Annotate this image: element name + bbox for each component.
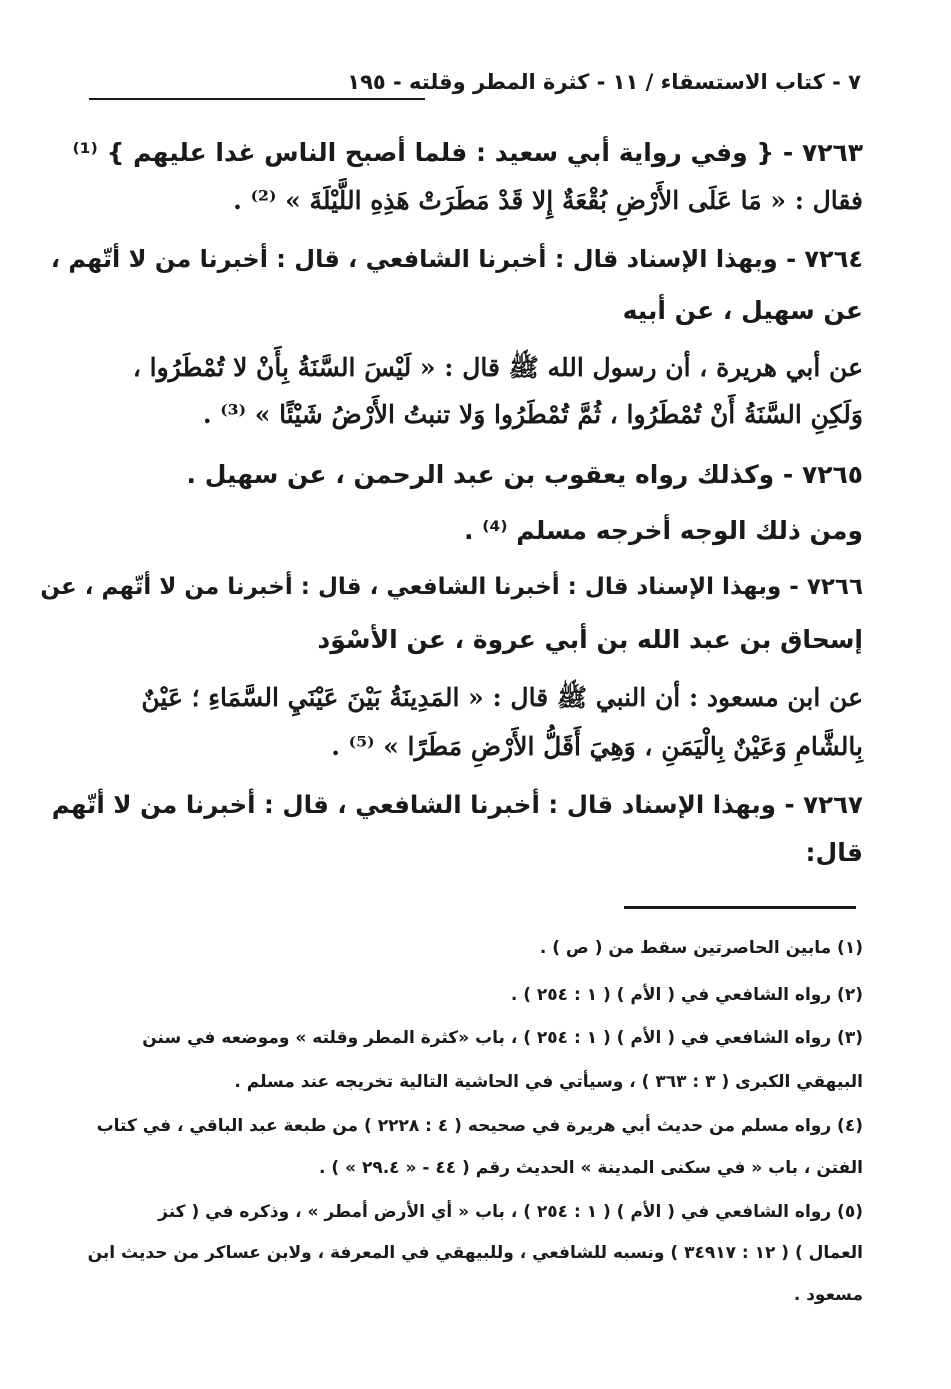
footnote-line-5: (٤) رواه مسلم من حديث أبي هريرة في صحيحه ( ٤ : ٢٢٢٨ ) من طبعة عبد الباقي ، في كتاب <box>96 1116 863 1136</box>
body-line-13: ٧٢٦٧ - وبهذا الإسناد قال : أخبرنا الشافعي ، قال : أخبرنا من لا أتّهم <box>51 790 863 819</box>
body-line-8: ومن ذلك الوجه أخرجه مسلم ⁽⁴⁾ . <box>464 516 863 545</box>
body-line-12: بِالشَّامِ وَعَيْنٌ بِالْيَمَنِ ، وَهِيَ أَقَلُّ الأَرْضِ مَطَرًا » ⁽⁵⁾ . <box>331 732 863 761</box>
footnote-rule <box>624 906 856 909</box>
footnote-line-6: الفتن ، باب « في سكنى المدينة » الحديث رقم ( ٤٤ - « ٢٩.٤ » ) . <box>319 1158 863 1178</box>
footnote-line-2: (٢) رواه الشافعي في ( الأم ) ( ١ : ٢٥٤ ) . <box>510 985 863 1005</box>
footnote-line-3: (٣) رواه الشافعي في ( الأم ) ( ١ : ٢٥٤ ) ، باب «كثرة المطر وقلته » وموضعه في سنن <box>142 1028 863 1048</box>
body-line-7: ٧٢٦٥ - وكذلك رواه يعقوب بن عبد الرحمن ، عن سهيل . <box>186 460 863 489</box>
footnote-line-1: (١) مابين الحاصرتين سقط من ( ص ) . <box>539 938 863 958</box>
running-header <box>89 70 861 106</box>
footnote-line-9: مسعود . <box>793 1285 863 1305</box>
body-line-14: قال: <box>805 838 863 867</box>
body-line-9: ٧٢٦٦ - وبهذا الإسناد قال : أخبرنا الشافعي ، قال : أخبرنا من لا أتّهم ، عن <box>40 574 863 600</box>
body-line-1: ٧٢٦٣ - { وفي رواية أبي سعيد : فلما أصبح الناس غدا عليهم } ⁽¹⁾ <box>72 138 863 167</box>
body-line-4: عن سهيل ، عن أبيه <box>622 296 863 325</box>
body-line-3: ٧٢٦٤ - وبهذا الإسناد قال : أخبرنا الشافعي ، قال : أخبرنا من لا أتّهم ، <box>50 245 863 273</box>
body-line-5: عن أبي هريرة ، أن رسول الله ﷺ قال : « لَيْسَ السَّنَةُ بِأَنْ لا تُمْطَرُوا ، <box>132 353 863 382</box>
body-line-11: عن ابن مسعود : أن النبي ﷺ قال : « المَدِينَةُ بَيْنَ عَيْنَيِ السَّمَاءِ ؛ عَيْنٌ <box>141 683 863 712</box>
header-title: ٧ - كتاب الاستسقاء / ١١ - كثرة المطر وقلته - ١٩٥ <box>347 70 861 94</box>
footnote-line-4: البيهقي الكبرى ( ٣ : ٣٦٣ ) ، وسيأتي في الحاشية التالية تخريجه عند مسلم . <box>234 1072 863 1092</box>
body-line-6: وَلَكِنِ السَّنَةُ أَنْ تُمْطَرُوا ، ثُمَّ تُمْطَرُوا وَلا تنبتُ الأَرْضُ شَيْئًا » ⁽³⁾ . <box>202 400 863 429</box>
footnote-line-7: (٥) رواه الشافعي في ( الأم ) ( ١ : ٢٥٤ ) ، باب « أي الأرض أمطر » ، وذكره في ( كنز <box>158 1202 863 1222</box>
body-line-2: فقال : « مَا عَلَى الأَرْضِ بُقْعَةٌ إِلا قَدْ مَطَرَتْ هَذِهِ اللَّيْلَةَ » ⁽²⁾ . <box>233 186 863 215</box>
body-line-10: إسحاق بن عبد الله بن أبي عروة ، عن الأسْوَد <box>317 625 863 654</box>
footnote-line-8: العمال ) ( ١٢ : ٣٤٩١٧ ) ونسبه للشافعي ، وللبيهقي في المعرفة ، ولابن عساكر من حديث ابن <box>87 1243 863 1263</box>
header-rule <box>89 98 425 100</box>
